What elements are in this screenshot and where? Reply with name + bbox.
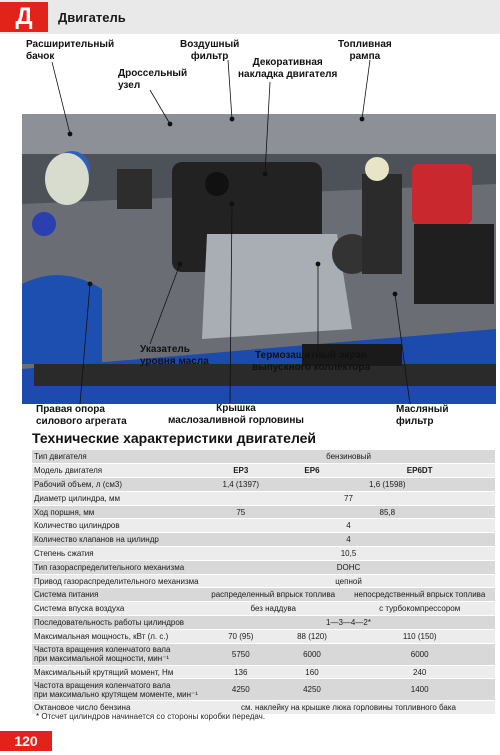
param-cell: Ход поршня, мм [32,505,202,519]
param-cell: Частота вращения коленчатого вала при максимально крутящем моменте, мин⁻¹ [32,679,202,701]
value-cell: EP3 [202,464,280,478]
table-row [32,616,495,630]
value-cell: 4250 [280,679,345,701]
table-row [32,533,495,547]
value-cell: 240 [344,665,495,679]
table-row [32,629,495,643]
param-cell: Максимальная мощность, кВт (л. с.) [32,629,202,643]
value-cell: 4250 [202,679,280,701]
value-cell: 10,5 [202,547,495,561]
label-dipstick: Указатель уровня масла [140,344,209,367]
param-cell: Количество клапанов на цилиндр [32,533,202,547]
label-fuel-rail: Топливная рампа [338,39,392,62]
value-cell: 75 [202,505,280,519]
value-cell: см. наклейку на крышке люка горловины топливного бака [202,701,495,715]
param-cell: Привод газораспределительного механизма [32,574,202,588]
value-cell: 70 (95) [202,629,280,643]
param-cell: Система впуска воздуха [32,602,202,616]
value-cell: 1400 [344,679,495,701]
label-oil-filter: Масляный фильтр [396,404,449,427]
table-row [32,450,495,464]
value-cell: 1—3—4—2* [202,616,495,630]
param-cell: Частота вращения коленчатого вала при максимальной мощности, мин⁻¹ [32,643,202,665]
page-number: 120 [0,731,52,751]
footnote: * Отсчет цилиндров начинается со стороны коробки передач. [36,712,266,721]
table-row [32,560,495,574]
value-cell: с турбокомпрессором [344,602,495,616]
spec-table [32,450,495,715]
value-cell: 136 [202,665,280,679]
param-cell: Количество цилиндров [32,519,202,533]
table-row [32,505,495,519]
engine-photo-area [0,34,500,434]
table-row [32,464,495,478]
value-cell: 85,8 [280,505,495,519]
table-row [32,491,495,505]
value-cell: EP6 [280,464,345,478]
label-air-filter: Воздушный фильтр [180,39,240,62]
value-cell: 4 [202,533,495,547]
value-cell: 1,4 (1397) [202,478,280,492]
table-row [32,478,495,492]
table-row [32,665,495,679]
section-title: Двигатель [58,10,126,25]
param-cell: Максимальный крутящий момент, Нм [32,665,202,679]
table-row [32,602,495,616]
table-title: Технические характеристики двигателей [32,430,317,446]
table-row [32,519,495,533]
value-cell: 5750 [202,643,280,665]
section-letter: Д [0,2,48,32]
param-cell: Рабочий объем, л (см3) [32,478,202,492]
value-cell: 160 [280,665,345,679]
label-heat-shield: Термозащитный экран выпускного коллектора [252,350,371,373]
table-row [32,547,495,561]
param-cell: Тип двигателя [32,450,202,464]
param-cell: Система питания [32,588,202,602]
value-cell: 110 (150) [344,629,495,643]
value-cell: непосредственный впрыск топлива [344,588,495,602]
param-cell: Модель двигателя [32,464,202,478]
value-cell: цепной [202,574,495,588]
table-row [32,574,495,588]
param-cell: Диаметр цилиндра, мм [32,491,202,505]
value-cell: DOHC [202,560,495,574]
table-row [32,588,495,602]
param-cell: Степень сжатия [32,547,202,561]
value-cell: бензиновый [202,450,495,464]
value-cell: 1,6 (1598) [280,478,495,492]
param-cell: Последовательность работы цилиндров [32,616,202,630]
value-cell: 4 [202,519,495,533]
value-cell: 6000 [280,643,345,665]
label-oil-cap: Крышка маслозаливной горловины [168,403,304,426]
label-decor-cover: Декоративная накладка двигателя [238,57,338,80]
label-expansion-tank: Расширительный бачок [26,39,115,62]
table-row [32,679,495,701]
callout-lines [0,34,500,434]
param-cell: Тип газораспределительного механизма [32,560,202,574]
value-cell: 6000 [344,643,495,665]
value-cell: 77 [202,491,495,505]
value-cell: 88 (120) [280,629,345,643]
value-cell: EP6DT [344,464,495,478]
value-cell: без наддува [202,602,344,616]
page-header [0,0,500,34]
label-right-mount: Правая опора силового агрегата [36,404,127,427]
table-row [32,643,495,665]
value-cell: распределенный впрыск топлива [202,588,344,602]
label-throttle: Дроссельный узел [118,68,188,91]
param-cell: Октановое число бензина [32,701,202,715]
